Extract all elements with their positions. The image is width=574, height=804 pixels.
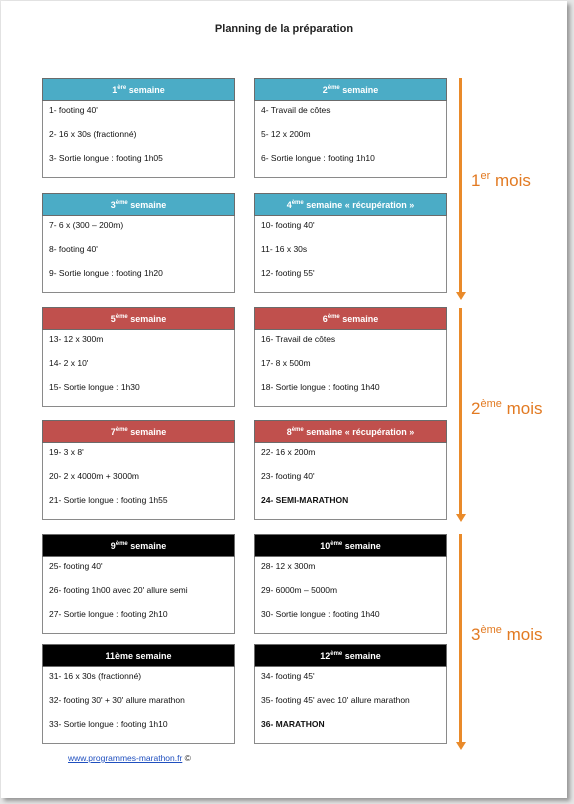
week-tasks	[42, 330, 235, 407]
task-item: 19- 3 x 8'	[49, 447, 84, 457]
task-item: 3- Sortie longue : footing 1h05	[49, 153, 163, 163]
week-card-10	[254, 534, 447, 634]
task-item: 31- 16 x 30s (fractionné)	[49, 671, 142, 681]
task-item: 29- 6000m – 5000m	[261, 585, 338, 595]
week-card-12	[254, 644, 447, 744]
week-tasks	[42, 443, 235, 520]
arrow-down-icon	[456, 292, 466, 300]
week-header: 1ère semaine	[42, 78, 235, 101]
week-card-7	[42, 420, 235, 520]
month-2-arrow	[459, 308, 462, 515]
task-item: 2- 16 x 30s (fractionné)	[49, 129, 137, 139]
week-card-3	[42, 193, 235, 293]
task-item-race: 36- MARATHON	[261, 719, 325, 729]
week-header: 10ème semaine	[254, 534, 447, 557]
task-item: 11- 16 x 30s	[261, 244, 308, 254]
task-item: 26- footing 1h00 avec 20' allure semi	[49, 585, 188, 595]
week-header: 7ème semaine	[42, 420, 235, 443]
arrow-down-icon	[456, 742, 466, 750]
week-tasks	[42, 216, 235, 293]
footer	[1, 753, 567, 763]
task-item: 12- footing 55'	[261, 268, 315, 278]
week-card-6	[254, 307, 447, 407]
month-3-arrow	[459, 534, 462, 743]
week-header: 12ème semaine	[254, 644, 447, 667]
task-item: 17- 8 x 500m	[261, 358, 311, 368]
task-item: 9- Sortie longue : footing 1h20	[49, 268, 163, 278]
week-card-5	[42, 307, 235, 407]
week-tasks	[254, 216, 447, 293]
task-item: 25- footing 40'	[49, 561, 103, 571]
task-item: 1- footing 40'	[49, 105, 98, 115]
task-item: 22- 16 x 200m	[261, 447, 316, 457]
task-item: 27- Sortie longue : footing 2h10	[49, 609, 168, 619]
task-item: 32- footing 30' + 30' allure marathon	[49, 695, 185, 705]
week-header: 8ème semaine « récupération »	[254, 420, 447, 443]
task-item: 20- 2 x 4000m + 3000m	[49, 471, 140, 481]
week-header: 4ème semaine « récupération »	[254, 193, 447, 216]
document-page	[1, 1, 567, 798]
week-tasks	[42, 101, 235, 178]
month-3-label: 3ème mois	[471, 624, 543, 644]
week-header: 9ème semaine	[42, 534, 235, 557]
week-tasks	[42, 557, 235, 634]
task-item: 14- 2 x 10'	[49, 358, 89, 368]
week-tasks	[254, 557, 447, 634]
task-item: 28- 12 x 300m	[261, 561, 316, 571]
week-card-8	[254, 420, 447, 520]
task-item: 4- Travail de côtes	[261, 105, 331, 115]
task-item: 21- Sortie longue : footing 1h55	[49, 495, 168, 505]
week-tasks	[254, 101, 447, 178]
month-2-label: 2ème mois	[471, 398, 543, 418]
week-card-1	[42, 78, 235, 178]
task-item: 23- footing 40'	[261, 471, 315, 481]
week-header: 2ème semaine	[254, 78, 447, 101]
task-item: 30- Sortie longue : footing 1h40	[261, 609, 380, 619]
week-tasks	[254, 330, 447, 407]
week-header: 3ème semaine	[42, 193, 235, 216]
website-link[interactable]: www.programmes-marathon.fr	[68, 753, 183, 763]
task-item: 7- 6 x (300 – 200m)	[49, 220, 124, 230]
task-item: 5- 12 x 200m	[261, 129, 311, 139]
task-item: 13- 12 x 300m	[49, 334, 104, 344]
month-1-arrow	[459, 78, 462, 293]
task-item: 16- Travail de côtes	[261, 334, 336, 344]
task-item: 35- footing 45' avec 10' allure marathon	[261, 695, 410, 705]
week-tasks	[42, 667, 235, 744]
arrow-down-icon	[456, 514, 466, 522]
page-title: Planning de la préparation	[214, 23, 354, 35]
week-tasks	[254, 443, 447, 520]
week-header: 6ème semaine	[254, 307, 447, 330]
task-item-race: 24- SEMI-MARATHON	[261, 495, 349, 505]
week-card-11	[42, 644, 235, 744]
task-item: 34- footing 45'	[261, 671, 315, 681]
month-1-label: 1er mois	[471, 170, 531, 190]
week-card-4	[254, 193, 447, 293]
task-item: 10- footing 40'	[261, 220, 315, 230]
week-card-9	[42, 534, 235, 634]
week-header: 11ème semaine	[42, 644, 235, 667]
task-item: 6- Sortie longue : footing 1h10	[261, 153, 375, 163]
task-item: 18- Sortie longue : footing 1h40	[261, 382, 380, 392]
copyright-symbol: ©	[182, 753, 191, 763]
task-item: 33- Sortie longue : footing 1h10	[49, 719, 168, 729]
week-tasks	[254, 667, 447, 744]
task-item: 8- footing 40'	[49, 244, 98, 254]
task-item: 15- Sortie longue : 1h30	[49, 382, 140, 392]
week-card-2	[254, 78, 447, 178]
week-header: 5ème semaine	[42, 307, 235, 330]
